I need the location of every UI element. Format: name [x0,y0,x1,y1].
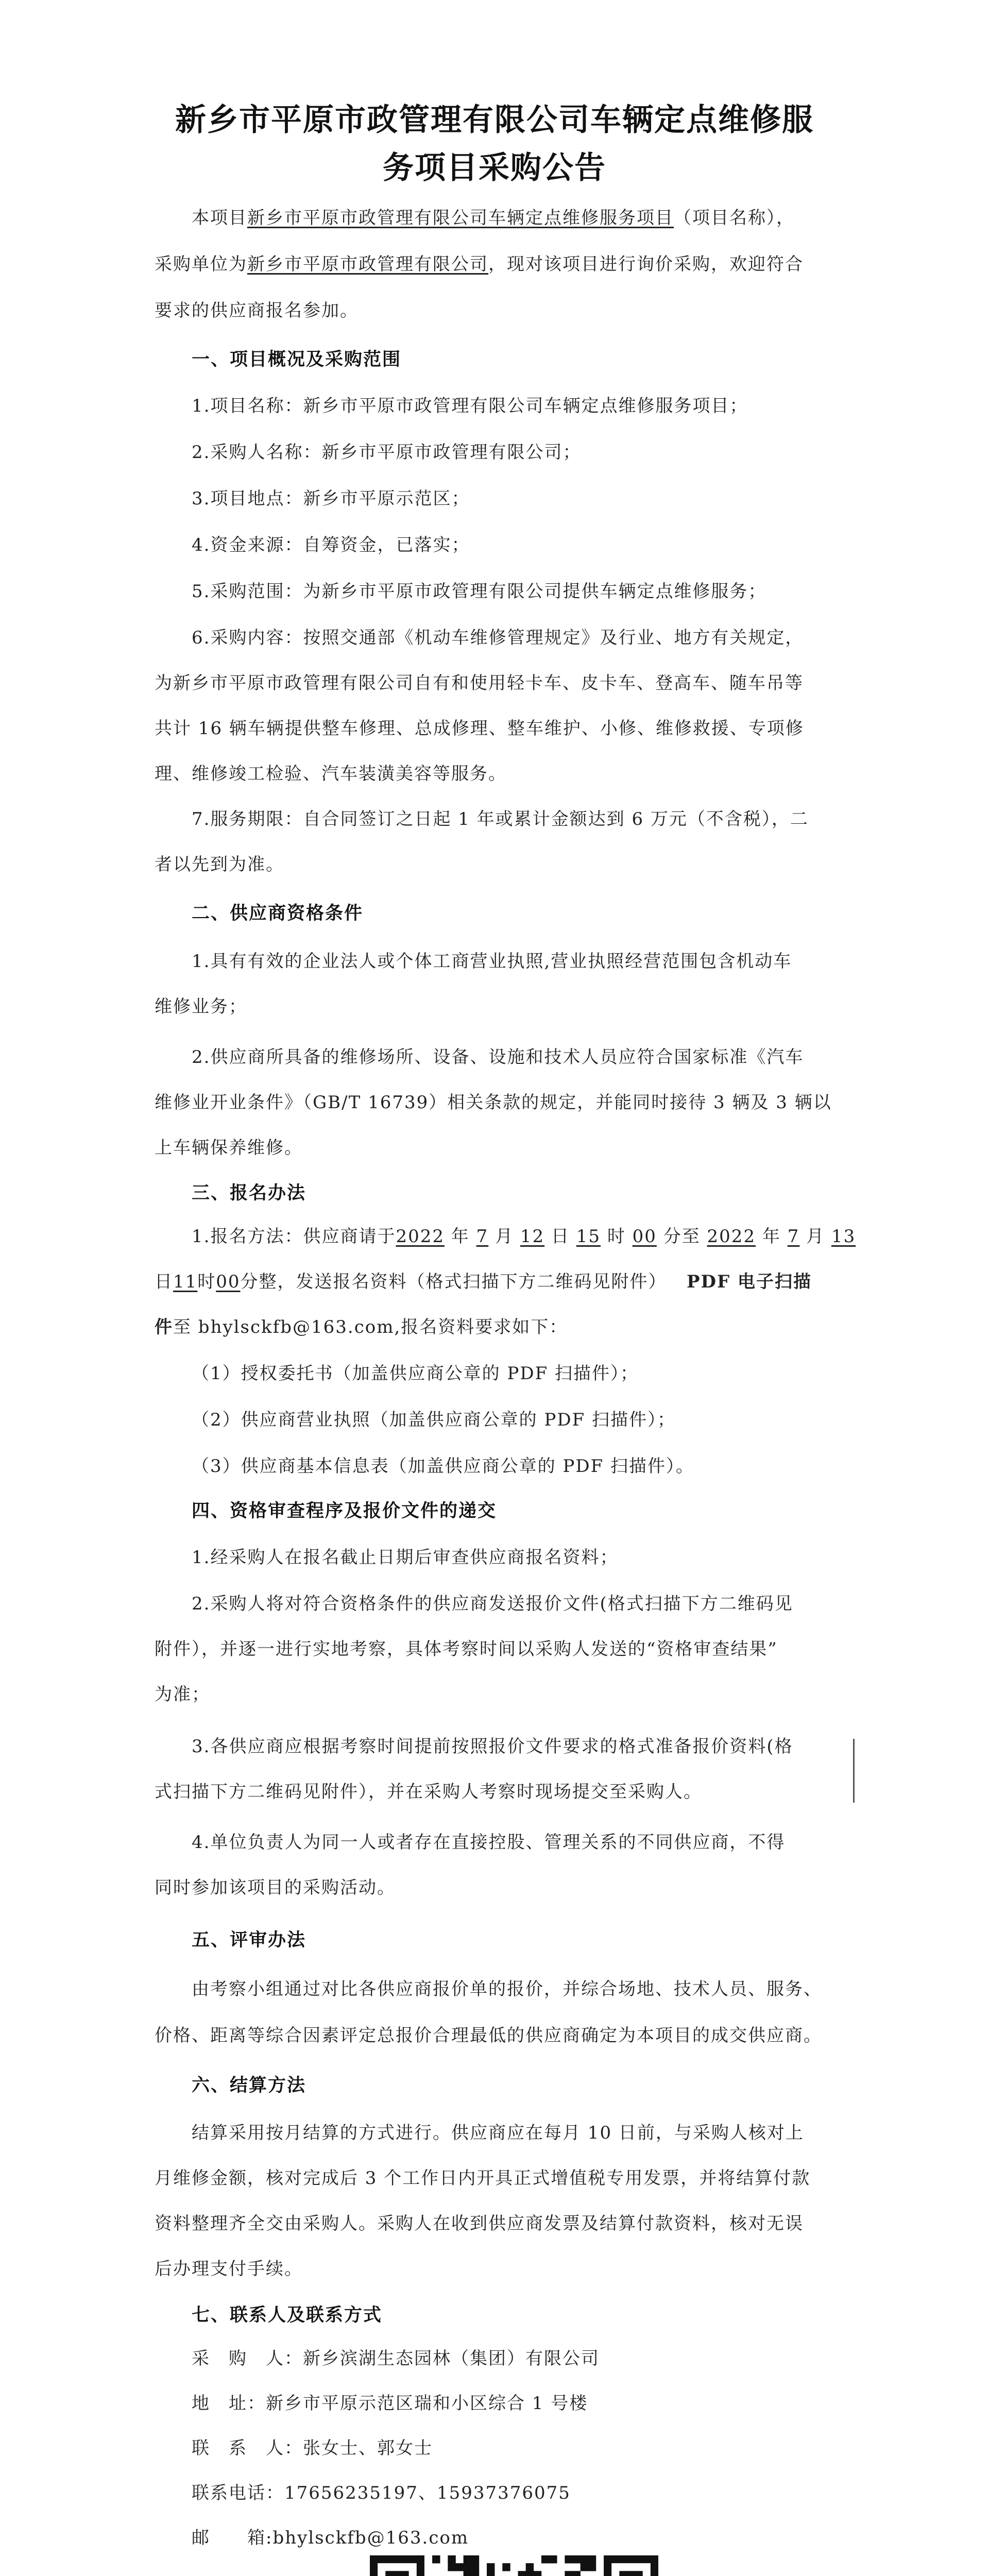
page-margin-marker [853,1739,855,1803]
s6-line-1d: 后办理支付手续。 [155,2259,303,2279]
s3-line-2: 日11时00分整，发送报名资料（格式扫描下方二维码见附件） PDF 电子扫描 [155,1272,812,1292]
s1-line-7a: 7.服务期限：自合同签订之日起 1 年或累计金额达到 6 万元（不含税），二 [192,809,809,829]
contact-address: 地 址：新乡市平原示范区瑞和小区综合 1 号楼 [192,2393,588,2414]
s2-line-1b: 维修业务； [155,996,247,1017]
s1-line-6b: 为新乡市平原市政管理有限公司自有和使用轻卡车、皮卡车、登高车、随车吊等 [155,673,804,693]
s4-line-1: 1.经采购人在报名截止日期后审查供应商报名资料； [192,1547,619,1568]
s2-line-2b: 维修业开业条件》（GB/T 16739）相关条款的规定，并能同时接待 3 辆及 3 辆以 [155,1092,832,1113]
s1-line-6d: 理、维修竣工检验、汽车装潢美容等服务。 [155,764,507,784]
section-4-heading: 四、资格审查程序及报价文件的递交 [192,1501,497,1521]
s1-line-1: 1.项目名称：新乡市平原市政管理有限公司车辆定点维修服务项目； [192,396,748,416]
s6-line-1b: 月维修金额，核对完成后 3 个工作日内开具正式增值税专用发票，并将结算付款 [155,2168,811,2189]
s1-line-2: 2.采购人名称：新乡市平原市政管理有限公司； [192,442,582,463]
title-line-1: 新乡市平原市政管理有限公司车辆定点维修服 [175,102,814,138]
s1-line-4: 4.资金来源：自筹资金，已落实； [192,535,470,555]
s6-line-1a: 结算采用按月结算的方式进行。供应商应在每月 10 日前，与采购人核对上 [192,2123,804,2143]
section-7-heading: 七、联系人及联系方式 [192,2305,383,2326]
intro-line-1: 本项目新乡市平原市政管理有限公司车辆定点维修服务项目（项目名称）， [192,208,795,228]
intro-line-2: 采购单位为新乡市平原市政管理有限公司，现对该项目进行询价采购，欢迎符合 [155,254,804,275]
s4-line-2b: 附件），并逐一进行实地考察，具体考察时间以采购人发送的“资格审查结果” [155,1639,778,1659]
intro-line-3: 要求的供应商报名参加。 [155,300,359,321]
section-1-heading: 一、项目概况及采购范围 [192,349,402,370]
s6-line-1c: 资料整理齐全交由采购人。采购人在收到供应商发票及结算付款资料，核对无误 [155,2213,804,2234]
s1-line-3: 3.项目地点：新乡市平原示范区； [192,488,470,509]
s3-line-1: 1.报名方法：供应商请于2022 年 7 月 12 日 15 时 00 分至 2022 年 7 月 13 [192,1226,856,1247]
section-3-heading: 三、报名办法 [192,1183,306,1204]
section-2-heading: 二、供应商资格条件 [192,903,364,924]
section-6-heading: 六、结算方法 [192,2075,306,2096]
s3-item-2: （2）供应商营业执照（加盖供应商公章的 PDF 扫描件）； [192,1410,676,1430]
qr-code-icon [370,2555,658,2576]
s4-line-3a: 3.各供应商应根据考察时间提前按照报价文件要求的格式准备报价资料(格 [192,1736,793,1757]
buyer-name: 新乡市平原市政管理有限公司 [247,254,488,275]
s2-line-2c: 上车辆保养维修。 [155,1138,303,1158]
s1-line-6a: 6.采购内容：按照交通部《机动车维修管理规定》及行业、地方有关规定， [192,628,804,648]
s4-line-2a: 2.采购人将对符合资格条件的供应商发送报价文件(格式扫描下方二维码见 [192,1594,793,1614]
s4-line-4a: 4.单位负责人为同一人或者存在直接控股、管理关系的不同供应商，不得 [192,1832,786,1853]
s2-line-1a: 1.具有有效的企业法人或个体工商营业执照,营业执照经营范围包含机动车 [192,951,792,972]
s5-line-1b: 价格、距离等综合因素评定总报价合理最低的供应商确定为本项目的成交供应商。 [155,2025,822,2046]
s1-line-6c: 共计 16 辆车辆提供整车修理、总成修理、整车维护、小修、维修救援、专项修 [155,718,804,739]
contact-email: 邮 箱:bhylsckfb@163.com [192,2528,469,2548]
contact-buyer: 采 购 人：新乡滨湖生态园林（集团）有限公司 [192,2348,600,2369]
project-name: 新乡市平原市政管理有限公司车辆定点维修服务项目 [247,208,674,228]
s4-line-4b: 同时参加该项目的采购活动。 [155,1877,396,1898]
s3-item-1: （1）授权委托书（加盖供应商公章的 PDF 扫描件）； [192,1363,639,1384]
s1-line-7b: 者以先到为准。 [155,854,284,875]
s1-line-5: 5.采购范围：为新乡市平原市政管理有限公司提供车辆定点维修服务； [192,581,767,602]
contact-person: 联 系 人：张女士、郭女士 [192,2438,433,2459]
s2-line-2a: 2.供应商所具备的维修场所、设备、设施和技术人员应符合国家标准《汽车 [192,1047,804,1067]
title-line-2: 务项目采购公告 [383,150,606,186]
section-5-heading: 五、评审办法 [192,1930,306,1951]
s3-item-3: （3）供应商基本信息表（加盖供应商公章的 PDF 扫描件）。 [192,1456,694,1477]
s4-line-3b: 式扫描下方二维码见附件），并在采购人考察时现场提交至采购人。 [155,1782,702,1802]
s4-line-2c: 为准； [155,1684,210,1705]
s3-line-3: 件至 bhylsckfb@163.com,报名资料要求如下： [155,1317,568,1337]
contact-phone: 联系电话：17656235197、15937376075 [192,2483,571,2503]
s5-line-1a: 由考察小组通过对比各供应商报价单的报价，并综合场地、技术人员、服务、 [192,1979,822,1999]
